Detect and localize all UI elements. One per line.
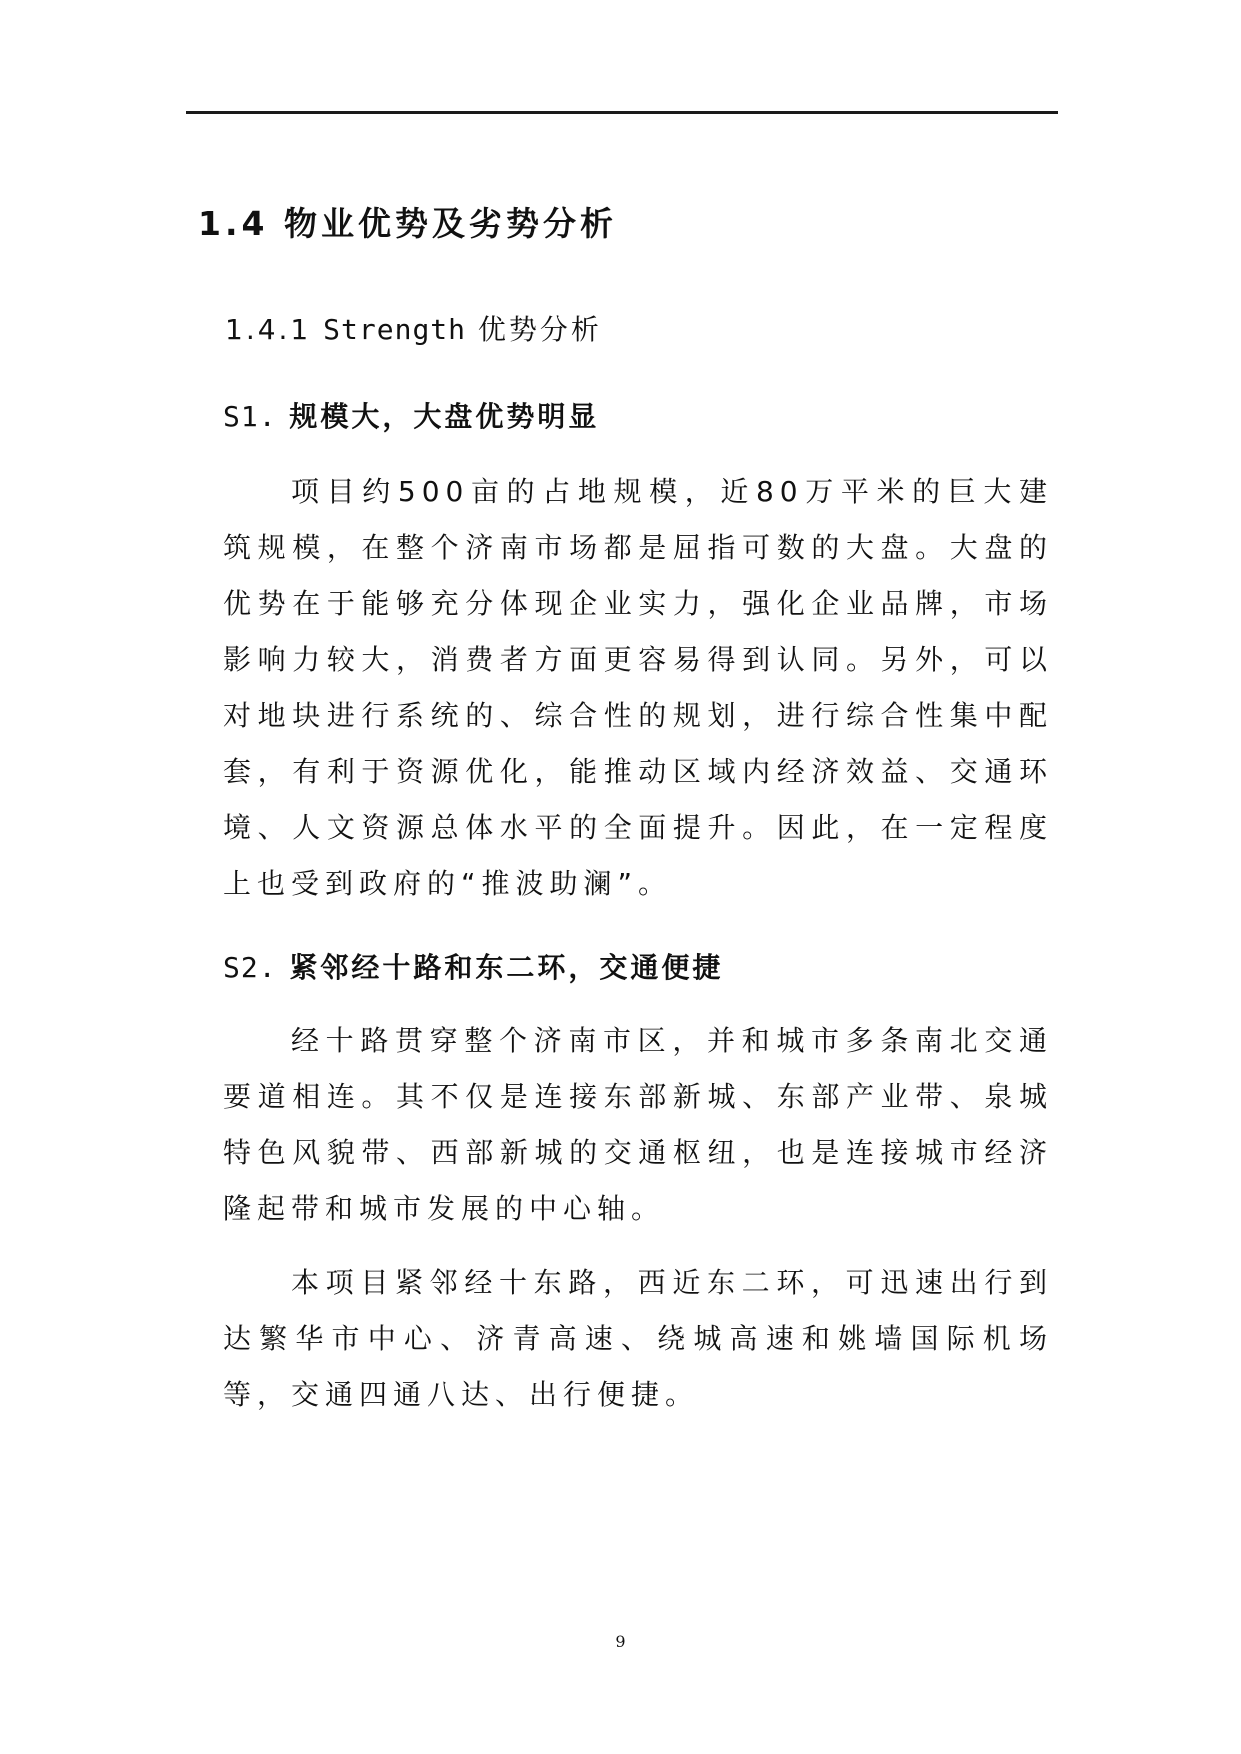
s1-code: S1. (223, 400, 277, 433)
s2-paragraph-1: 经十路贯穿整个济南市区，并和城市多条南北交通要道相连。其不仅是连接东部新城、东部产业带、泉城特色风貌带、西部新城的交通枢纽，也是连接城市经济隆起带和城市发展的中心轴。 (223, 1024, 1053, 1225)
subsection-title: 优势分析 (477, 313, 602, 346)
s1-title: 规模大，大盘优势明显 (289, 400, 600, 433)
subsection-number: 1.4.1 (225, 313, 312, 346)
subsection-latin-title: Strength (323, 313, 467, 346)
section-heading: 1.4 物业优势及劣势分析 (198, 204, 617, 243)
subsection-heading (225, 308, 1055, 348)
header-rule (186, 111, 1058, 114)
s2-paragraph-2: 本项目紧邻经十东路，西近东二环，可迅速出行到达繁华市中心、济青高速、绕城高速和姚墙国际机场等，交通四通八达、出行便捷。 (223, 1266, 1053, 1411)
s2-heading (223, 946, 1053, 986)
s1-heading (223, 395, 1053, 435)
s2-title: 紧邻经十路和东二环，交通便捷 (289, 951, 724, 984)
page-number: 9 (615, 1632, 626, 1651)
s1-paragraph-1: 项目约500亩的占地规模，近80万平米的巨大建筑规模，在整个济南市场都是屈指可数的大盘。大盘的优势在于能够充分体现企业实力，强化企业品牌，市场影响力较大，消费者方面更容易得到认同。另外，可以对地块进行系统的、综合性的规划，进行综合性集中配套，有利于资源优化，能推动区域内经济效益、交通环境、人文资源总体水平的全面提升。因此，在一定程度上也受到政府的“推波助澜”。 (223, 475, 1053, 900)
s2-code: S2. (223, 951, 277, 984)
